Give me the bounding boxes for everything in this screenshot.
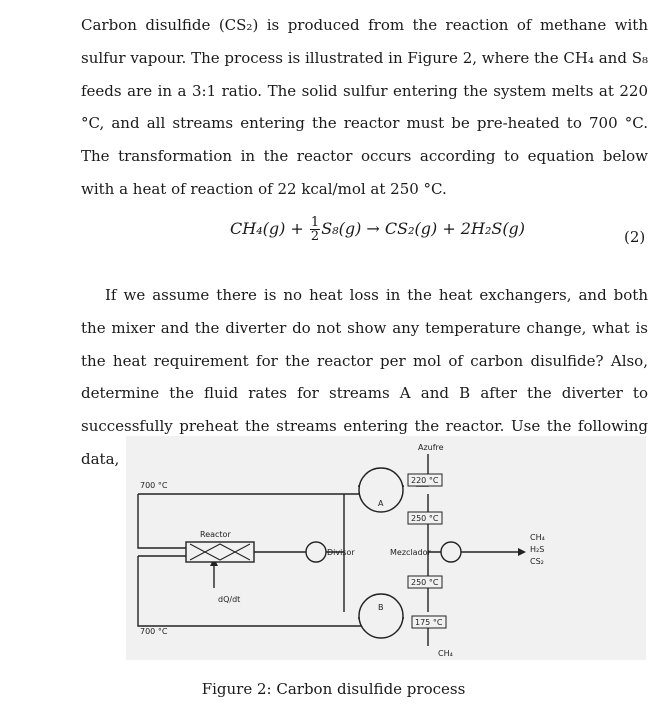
label-ch4: CH₄	[438, 649, 453, 658]
fraction-numerator: 1	[310, 215, 320, 230]
divisor-node	[306, 542, 326, 562]
process-diagram	[126, 436, 646, 660]
label-700-bottom: 700 °C	[140, 627, 168, 636]
label-A: A	[378, 499, 384, 508]
label-700-top: 700 °C	[140, 481, 168, 490]
label-175: 175 °C	[415, 618, 443, 627]
label-product-cs2: CS₂	[530, 557, 544, 566]
paragraph-question: If we assume there is no heat loss in the heat exchangers, and both the mixer and the diverter do not show any temperature change, what is the heat requirement for the reactor per mol of carbon disulfide? Also, determine the fluid rates for streams A and B after the diverter to successfully preheat the streams entering the reactor. Use the following data,	[81, 286, 648, 468]
label-azufre: Azufre	[418, 443, 444, 452]
chemical-equation	[230, 216, 525, 243]
label-250-bottom: 250 °C	[411, 578, 439, 587]
label-dq: dQ/dt	[218, 595, 241, 604]
equation-lhs2: S₈(g) → CS₂(g) + 2H₂S(g)	[321, 219, 526, 238]
label-250-top: 250 °C	[411, 514, 439, 523]
paragraph-problem-intro: Carbon disulfide (CS₂) is produced from the reaction of methane with sulfur vapour. The process is illustrated in Figure 2, where the CH₄ and S₈ feeds are in a 3:1 ratio. The solid sulfur entering the system melts at 220 °C, and all streams entering the reactor must be pre-heated to 700 °C. The transformation in the reactor occurs according to equation below with a heat of reaction of 22 kcal/mol at 250 °C.	[81, 16, 648, 198]
label-mezclador: Mezclador	[390, 548, 431, 557]
label-product-h2s: H₂S	[530, 545, 545, 554]
mixer-node	[441, 542, 461, 562]
fraction-denominator: 2	[310, 229, 320, 244]
process-diagram-svg	[126, 436, 646, 660]
label-220: 220 °C	[411, 476, 439, 485]
figure-caption: Figure 2: Carbon disulfide process	[201, 680, 466, 698]
equation-number: (2)	[624, 228, 646, 246]
label-B: B	[378, 603, 384, 612]
equation-lhs1: CH₄(g) +	[230, 219, 309, 238]
equation-fraction	[310, 216, 320, 243]
label-divisor: Divisor	[327, 548, 355, 557]
reactor-box	[186, 542, 254, 562]
label-product-ch4: CH₄	[530, 533, 545, 542]
label-reactor: Reactor	[200, 530, 231, 539]
exchanger-B	[359, 594, 403, 638]
